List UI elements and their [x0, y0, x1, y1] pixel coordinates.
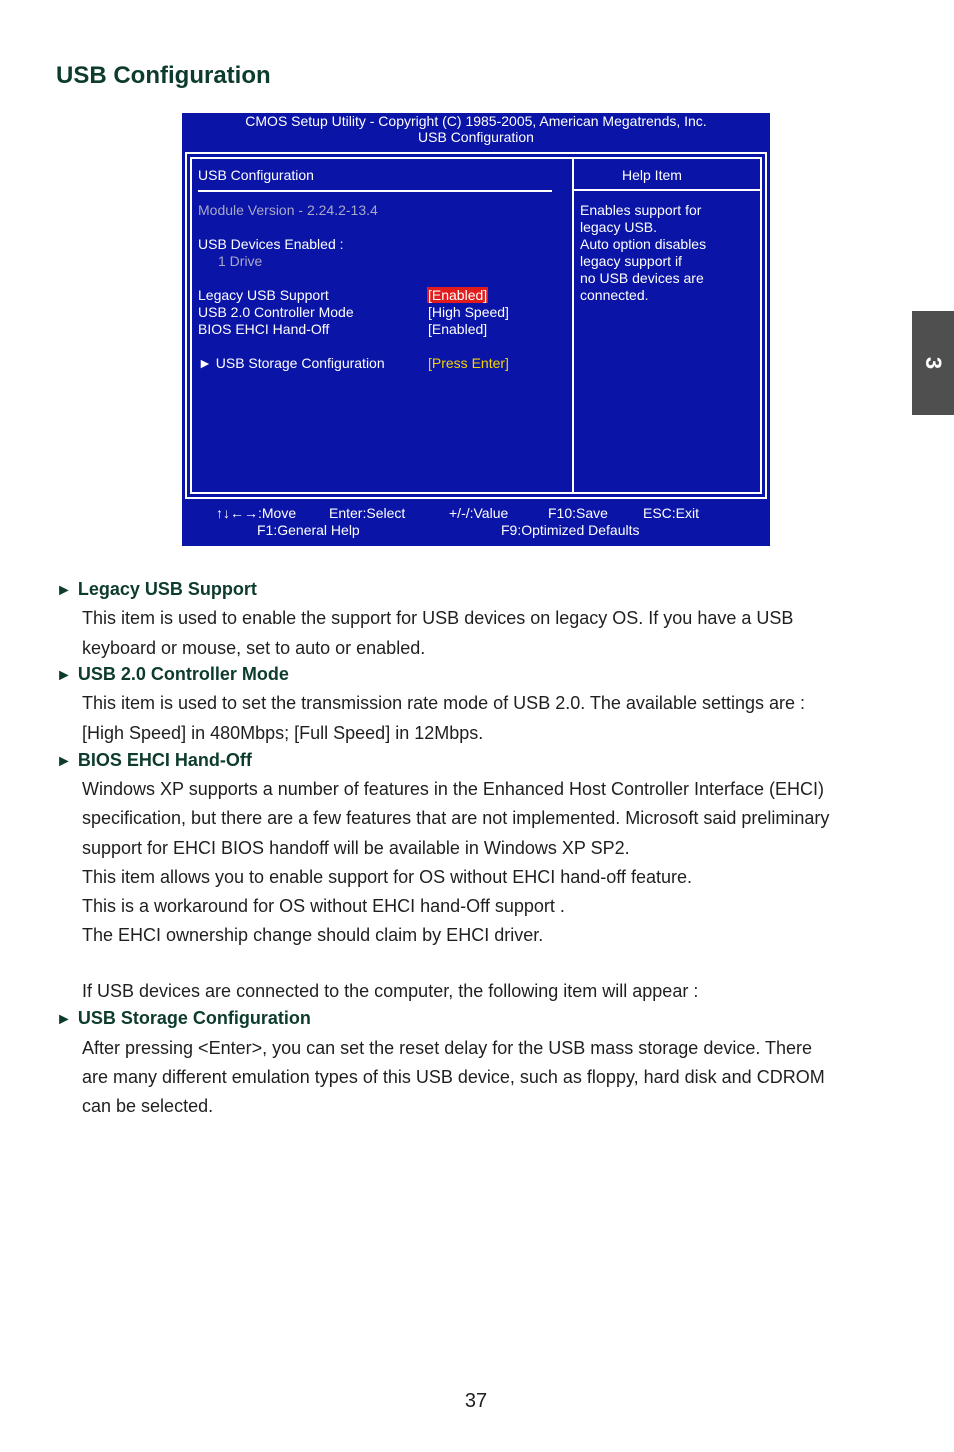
paragraph-line: The EHCI ownership change should claim by EHCI driver. — [82, 925, 544, 945]
help-title: Help Item — [622, 167, 682, 183]
page-title: USB Configuration — [56, 62, 271, 89]
arrow-right-icon: ► — [56, 753, 72, 770]
section-heading-usb2-controller — [56, 663, 289, 687]
footer-exit: ESC:Exit — [643, 505, 700, 521]
bios-header-copyright: CMOS Setup Utility - Copyright (C) 1985-2005, American Megatrends, Inc. — [245, 113, 707, 129]
usb2-controller-mode-label[interactable]: USB 2.0 Controller Mode — [198, 304, 354, 320]
arrow-right-icon: ► — [56, 582, 72, 599]
section-heading-text: BIOS EHCI Hand-Off — [77, 750, 252, 770]
page-number: 37 — [464, 1390, 488, 1412]
section-heading-legacy-usb — [56, 578, 257, 602]
usb-storage-configuration-label[interactable]: ► USB Storage Configuration — [198, 355, 385, 371]
help-line: Auto option disables — [580, 236, 707, 252]
footer-select: Enter:Select — [329, 505, 406, 521]
help-line: legacy USB. — [580, 219, 658, 235]
footer-optimized-defaults: F9:Optimized Defaults — [501, 522, 640, 538]
paragraph-line: support for EHCI BIOS handoff will be available in Windows XP SP2. — [82, 838, 630, 858]
usb-storage-configuration-value[interactable]: [Press Enter] — [428, 355, 509, 371]
paragraph-line: specification, but there are a few features that are not implemented. Microsoft said preliminary — [82, 808, 830, 828]
footer-general-help: F1:General Help — [257, 522, 360, 538]
paragraph-line: are many different emulation types of this USB device, such as floppy, hard disk and CDROM — [82, 1067, 825, 1087]
paragraph-line: This item allows you to enable support for OS without EHCI hand-off feature. — [82, 867, 692, 887]
usb-devices-value: 1 Drive — [218, 253, 263, 269]
bios-ehci-handoff-label[interactable]: BIOS EHCI Hand-Off — [198, 321, 330, 337]
footer-move: ↑↓←→:Move — [216, 505, 297, 521]
section-heading-text: USB Storage Configuration — [77, 1008, 311, 1028]
chapter-tab — [912, 311, 954, 415]
paragraph-line: This item is used to set the transmission rate mode of USB 2.0. The available settings are : — [82, 693, 806, 713]
legacy-usb-support-value[interactable] — [427, 287, 488, 304]
paragraph-line: This item is used to enable the support for USB devices on legacy OS. If you have a USB — [82, 608, 794, 628]
footer-value: +/-/:Value — [449, 505, 509, 521]
paragraph-line: keyboard or mouse, set to auto or enabled. — [82, 638, 426, 658]
section-heading-text: USB 2.0 Controller Mode — [77, 664, 289, 684]
paragraph-line: can be selected. — [82, 1096, 214, 1116]
bios-screen — [182, 113, 770, 546]
bios-title-rule — [198, 190, 552, 192]
section-heading-usb-storage — [56, 1007, 311, 1031]
paragraph-line: After pressing <Enter>, you can set the reset delay for the USB mass storage device. There — [82, 1038, 813, 1058]
help-line: legacy support if — [580, 253, 682, 269]
help-title-rule — [574, 189, 760, 191]
paragraph-line: [High Speed] in 480Mbps; [Full Speed] in 12Mbps. — [82, 723, 484, 743]
bios-divider — [572, 159, 574, 492]
bios-frame — [185, 152, 767, 499]
selected-value[interactable]: [Enabled] — [428, 287, 488, 303]
help-text — [580, 202, 706, 304]
bios-header-title: USB Configuration — [418, 129, 534, 145]
chapter-number: 3 — [921, 356, 946, 370]
usb2-controller-mode-value[interactable]: [High Speed] — [428, 304, 509, 320]
bios-ehci-handoff-value[interactable]: [Enabled] — [428, 321, 488, 337]
section-heading-text: Legacy USB Support — [77, 579, 257, 599]
help-line: no USB devices are — [580, 270, 704, 286]
bios-panel-title: USB Configuration — [198, 167, 314, 183]
help-line: Enables support for — [580, 202, 702, 218]
module-version: Module Version - 2.24.2-13.4 — [198, 202, 378, 218]
help-line: connected. — [580, 287, 649, 303]
paragraph-line: Windows XP supports a number of features in the Enhanced Host Controller Interface (EHCI) — [82, 779, 825, 799]
footer-save: F10:Save — [548, 505, 608, 521]
bios-inner-frame — [190, 157, 762, 494]
section-heading-ehci-handoff — [56, 749, 252, 773]
arrow-right-icon: ► — [56, 667, 72, 684]
legacy-usb-support-label[interactable]: Legacy USB Support — [198, 287, 329, 303]
usb-devices-label: USB Devices Enabled : — [198, 236, 344, 252]
paragraph-line: This is a workaround for OS without EHCI hand-Off support . — [82, 896, 565, 916]
paragraph-note: If USB devices are connected to the computer, the following item will appear : — [82, 981, 699, 1001]
arrow-right-icon: ► — [56, 1011, 72, 1028]
